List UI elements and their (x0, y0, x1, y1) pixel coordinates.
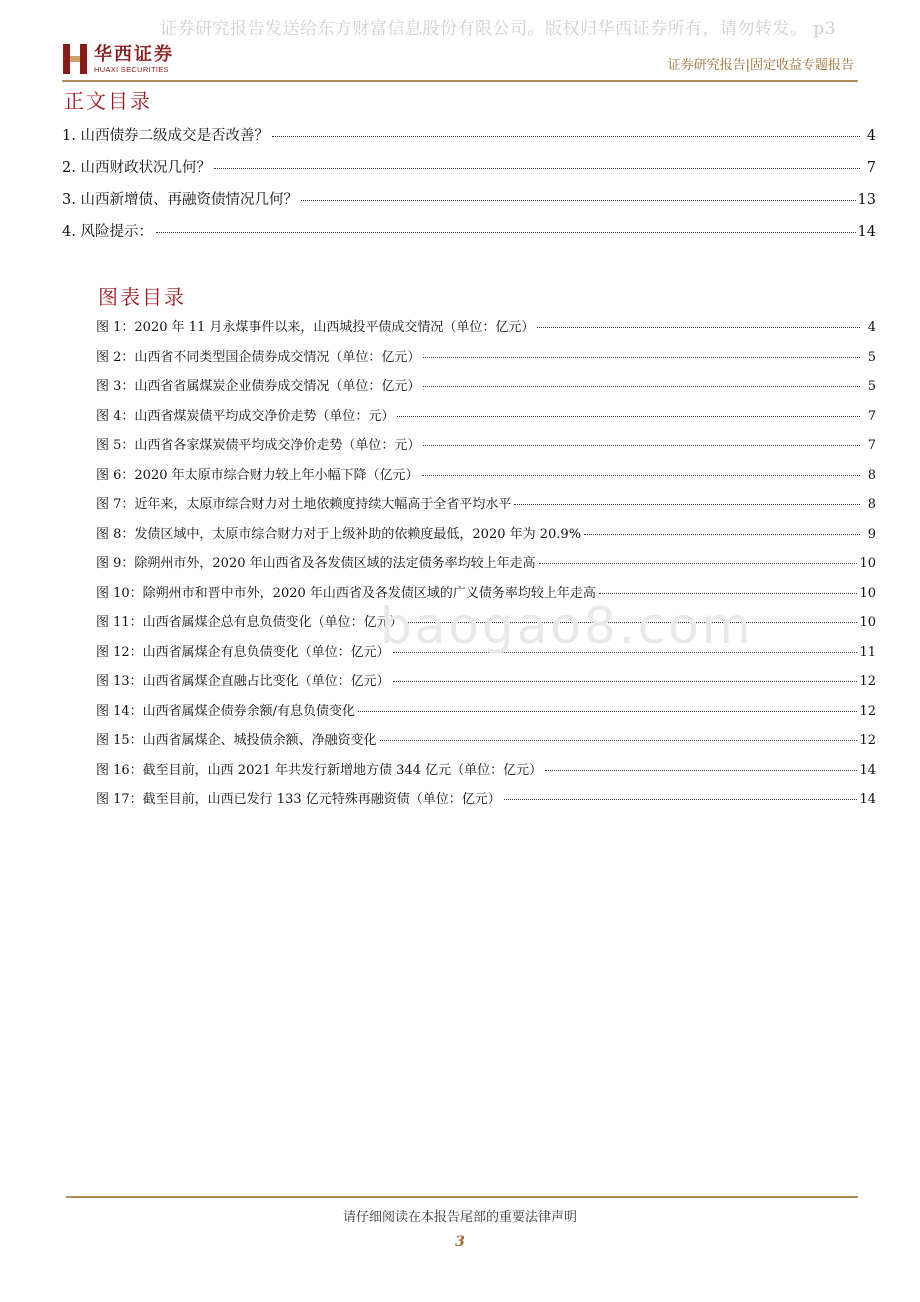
dot-leader (156, 232, 856, 233)
figure-entry-page: 4 (867, 320, 876, 335)
toc-entry-label: 3. 山西新增债、再融资债情况几何？ (62, 192, 298, 208)
footer-divider (66, 1196, 858, 1198)
figure-entry-label: 图 6：2020 年太原市综合财力较上年小幅下降（亿元） (96, 467, 419, 483)
report-type-label: 证券研究报告|固定收益专题报告 (667, 58, 854, 73)
page-number: 3 (455, 1234, 465, 1250)
logo-name-en: HUAXI SECURITIES (94, 64, 169, 74)
dot-leader (423, 357, 860, 358)
figure-entry-label: 图 17：截至目前，山西已发行 133 亿元特殊再融资债（单位：亿元） (96, 792, 501, 807)
toc-list (62, 124, 876, 252)
dot-leader (393, 681, 858, 682)
figure-entry[interactable] (96, 464, 876, 494)
dot-leader (423, 386, 860, 387)
figure-entry-label: 图 5：山西省各家煤炭债平均成交净价走势（单位：元） (96, 438, 421, 453)
figure-entry[interactable] (96, 493, 876, 523)
dot-leader (358, 711, 857, 712)
figure-entry-label: 图 13：山西省属煤企直融占比变化（单位：亿元） (96, 674, 390, 689)
huaxi-logo-icon (62, 42, 88, 76)
top-watermark: 证券研究报告发送给东方财富信息股份有限公司。版权归华西证券所有，请勿转发。 p3 (160, 19, 837, 39)
figure-entry-page: 10 (859, 615, 876, 630)
figure-entry[interactable] (96, 700, 876, 730)
figure-entry-label: 图 8：发债区域中，太原市综合财力对于上级补助的依赖度最低，2020 年为 20.9% (96, 526, 582, 542)
figure-entry[interactable] (96, 375, 876, 405)
figure-entry-page: 12 (859, 703, 876, 719)
figure-entry-label: 图 16：截至目前，山西 2021 年共发行新增地方债 344 亿元（单位：亿元） (96, 762, 543, 778)
toc-entry[interactable] (62, 220, 876, 252)
figure-entry[interactable] (96, 759, 876, 789)
figure-entry-page: 8 (867, 467, 876, 483)
dot-leader (584, 534, 860, 535)
toc-entry-label: 1. 山西债券二级成交是否改善？ (62, 128, 269, 144)
figure-entry-page: 12 (859, 733, 876, 748)
dot-leader (214, 168, 860, 169)
figure-entry-label: 图 7：近年来，太原市综合财力对土地依赖度持续大幅高于全省平均水平 (96, 497, 512, 512)
figure-entry[interactable] (96, 316, 876, 346)
dot-leader (514, 504, 860, 505)
figure-entry-page: 5 (867, 349, 876, 365)
dot-leader (599, 593, 858, 594)
figure-entry[interactable] (96, 405, 876, 435)
figure-entry-label: 图 9：除朔州市外，2020 年山西省及各发债区域的法定债务率均较上年走高 (96, 556, 536, 571)
dot-leader (301, 200, 856, 201)
figure-entry-page: 9 (867, 526, 876, 542)
legal-notice: 请仔细阅读在本报告尾部的重要法律声明 (342, 1210, 577, 1225)
figure-entry-page: 12 (859, 674, 876, 689)
toc-entry[interactable] (62, 156, 876, 188)
dot-leader (504, 799, 858, 800)
figures-title: 图表目录 (98, 285, 186, 309)
dot-leader (272, 136, 860, 137)
figure-entry[interactable] (96, 670, 876, 700)
figure-entry[interactable] (96, 434, 876, 464)
toc-entry[interactable] (62, 188, 876, 220)
figure-entry[interactable] (96, 552, 876, 582)
figure-entry-label: 图 1：2020 年 11 月永煤事件以来，山西城投平债成交情况（单位：亿元） (96, 320, 535, 335)
dot-leader (397, 416, 860, 417)
header-divider (62, 80, 858, 82)
figure-entry-page: 7 (867, 438, 876, 453)
figure-entry-label: 图 2：山西省不同类型国企债券成交情况（单位：亿元） (96, 349, 421, 365)
figure-entry-label: 图 10：除朔州市和晋中市外，2020 年山西省及各发债区域的广义债务率均较上年走高 (96, 585, 596, 601)
figure-entry-page: 10 (859, 556, 876, 571)
dot-leader (537, 327, 860, 328)
dot-leader (380, 740, 858, 741)
figure-entry[interactable] (96, 729, 876, 759)
figure-entry-page: 14 (859, 792, 876, 807)
figure-entry-page: 14 (859, 762, 876, 778)
figure-entry-page: 8 (867, 497, 876, 512)
figure-entry-label: 图 11：山西省属煤企总有息负债变化（单位：亿元） (96, 615, 403, 630)
figure-entry[interactable] (96, 346, 876, 376)
figure-entry-label: 图 14：山西省属煤企债券余额/有息负债变化 (96, 703, 356, 719)
figure-entry-label: 图 12：山西省属煤企有息负债变化（单位：亿元） (96, 644, 390, 660)
toc-entry-page: 7 (866, 160, 876, 176)
toc-entry-page: 14 (857, 224, 876, 240)
figure-entry-page: 11 (859, 644, 876, 660)
figure-entry-page: 10 (859, 585, 876, 601)
toc-entry-page: 13 (857, 192, 876, 208)
dot-leader (545, 770, 857, 771)
figure-entry-page: 7 (867, 408, 876, 424)
company-logo (62, 42, 174, 76)
figure-entry-label: 图 3：山西省省属煤炭企业债券成交情况（单位：亿元） (96, 379, 421, 394)
figure-entry[interactable] (96, 523, 876, 553)
figure-entry-page: 5 (867, 379, 876, 394)
toc-entry-label: 2. 山西财政状况几何？ (62, 160, 211, 176)
toc-entry-label: 4. 风险提示： (62, 224, 153, 240)
toc-entry[interactable] (62, 124, 876, 156)
figure-entry-label: 图 4：山西省煤炭债平均成交净价走势（单位：元） (96, 408, 395, 424)
figure-entry-label: 图 15：山西省属煤企、城投债余额、净融资变化 (96, 733, 377, 748)
toc-entry-page: 4 (866, 128, 876, 144)
toc-title: 正文目录 (64, 89, 152, 113)
dot-leader (539, 563, 858, 564)
figure-list (96, 316, 876, 818)
dot-leader (423, 445, 860, 446)
figure-entry[interactable] (96, 788, 876, 818)
dot-leader (422, 475, 860, 476)
site-watermark: baogao8.com (380, 597, 754, 655)
logo-name-cn: 华西证券 (94, 43, 174, 65)
